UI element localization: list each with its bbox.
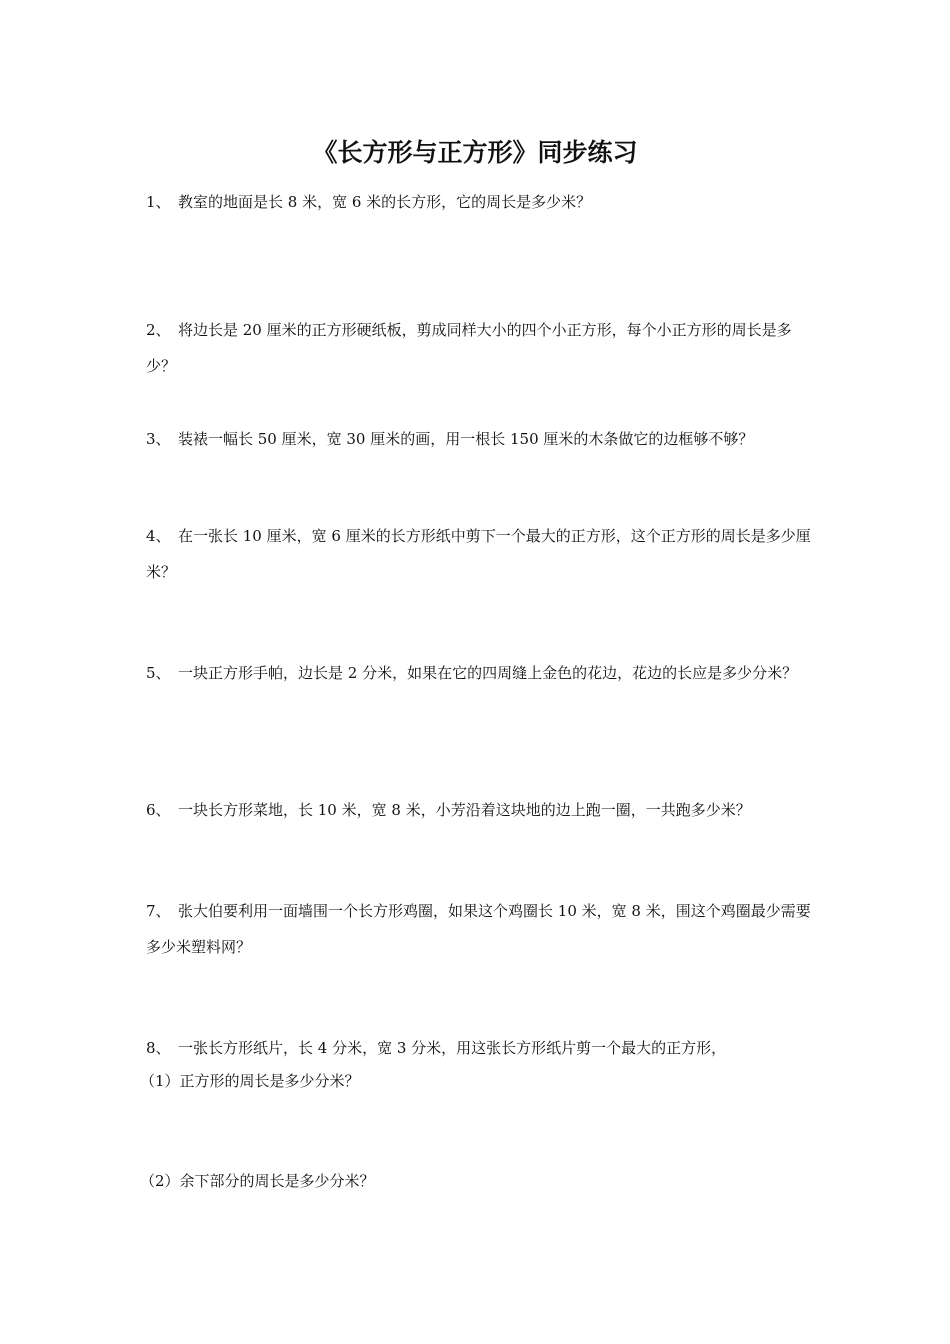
question-8	[146, 1030, 814, 1066]
question-number: 8、	[146, 1039, 171, 1057]
subquestion-2: （2）余下部分的周长是多少分米？	[140, 1172, 375, 1190]
question-number: 6、	[146, 801, 171, 819]
question-number: 4、	[146, 527, 171, 545]
question-text: 张大伯要利用一面墙围一个长方形鸡圈，如果这个鸡圈长 10 米，宽 8 米，围这个鸡圈最少需要多少米塑料网？	[146, 902, 811, 956]
question-3	[146, 421, 814, 457]
question-text: 装裱一幅长 50 厘米，宽 30 厘米的画，用一根长 150 厘米的木条做它的边框够不够？	[178, 430, 754, 448]
question-7	[146, 893, 814, 965]
question-number: 7、	[146, 902, 171, 920]
question-number: 3、	[146, 430, 171, 448]
question-1	[146, 184, 814, 220]
question-text: 一块长方形菜地，长 10 米，宽 8 米，小芳沿着这块地的边上跑一圈，一共跑多少米？	[178, 801, 751, 819]
question-text: 一块正方形手帕，边长是 2 分米，如果在它的四周缝上金色的花边，花边的长应是多少分米？	[178, 664, 798, 682]
question-number: 1、	[146, 193, 171, 211]
question-text: 一张长方形纸片，长 4 分米，宽 3 分米，用这张长方形纸片剪一个最大的正方形，	[178, 1039, 727, 1057]
question-4	[146, 518, 814, 590]
question-2	[146, 312, 814, 384]
question-number: 2、	[146, 321, 171, 339]
subquestion-1: （1）正方形的周长是多少分米？	[140, 1072, 360, 1090]
question-text: 在一张长 10 厘米，宽 6 厘米的长方形纸中剪下一个最大的正方形，这个正方形的周长是多少厘米？	[146, 527, 811, 581]
question-text: 将边长是 20 厘米的正方形硬纸板，剪成同样大小的四个小正方形，每个小正方形的周长是多少？	[146, 321, 792, 375]
page-title: 《长方形与正方形》同步练习	[312, 138, 638, 167]
question-5	[146, 655, 814, 691]
question-number: 5、	[146, 664, 171, 682]
question-6	[146, 792, 814, 828]
question-text: 教室的地面是长 8 米，宽 6 米的长方形，它的周长是多少米？	[178, 193, 592, 211]
